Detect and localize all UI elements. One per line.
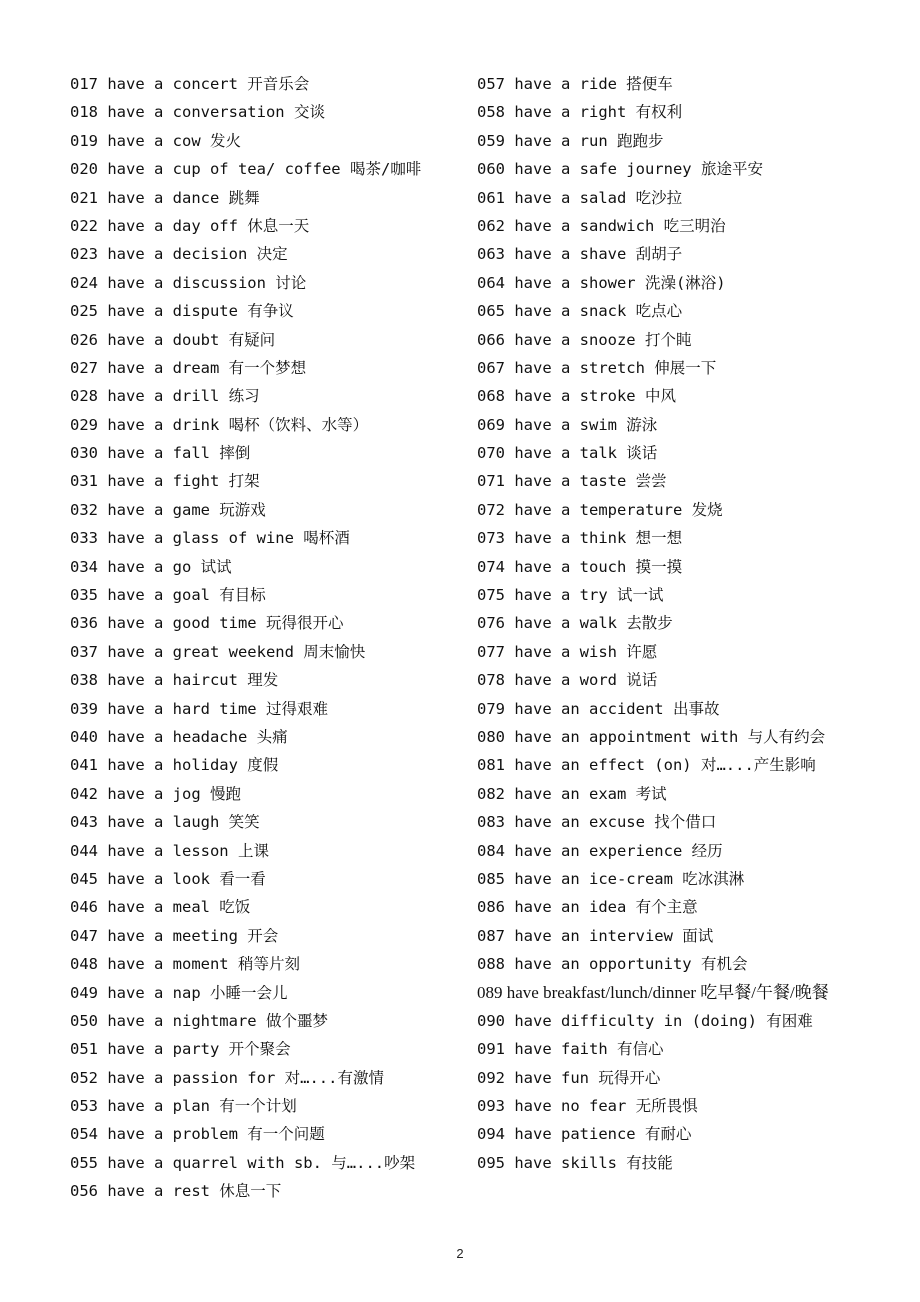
phrase-entry: 086 have an idea 有个主意 xyxy=(477,898,698,917)
phrase-entry: 082 have an exam 考试 xyxy=(477,784,667,803)
phrase-entry: 068 have a stroke 中风 xyxy=(477,387,676,406)
phrase-entry: 031 have a fight 打架 xyxy=(70,472,260,491)
phrase-entry: 076 have a walk 去散步 xyxy=(477,614,673,633)
phrase-entry: 026 have a doubt 有疑问 xyxy=(70,330,276,349)
phrase-entry: 077 have a wish 许愿 xyxy=(477,642,658,661)
phrase-entry: 050 have a nightmare 做个噩梦 xyxy=(70,1011,328,1030)
phrase-entry: 045 have a look 看一看 xyxy=(70,869,266,888)
phrase-entry: 054 have a problem 有一个问题 xyxy=(70,1125,325,1144)
phrase-entry: 039 have a hard time 过得艰难 xyxy=(70,699,328,718)
phrase-entry: 065 have a snack 吃点心 xyxy=(477,302,683,321)
phrase-entry: 028 have a drill 练习 xyxy=(70,387,260,406)
phrase-entry: 048 have a moment 稍等片刻 xyxy=(70,955,300,974)
phrase-entry: 072 have a temperature 发烧 xyxy=(477,500,723,519)
phrase-entry: 088 have an opportunity 有机会 xyxy=(477,955,748,974)
phrase-entry: 070 have a talk 谈话 xyxy=(477,444,658,463)
phrase-entry: 032 have a game 玩游戏 xyxy=(70,500,266,519)
phrase-entry: 037 have a great weekend 周末愉快 xyxy=(70,642,366,661)
phrase-entry: 084 have an experience 经历 xyxy=(477,841,723,860)
phrase-entry: 057 have a ride 搭便车 xyxy=(477,75,673,93)
phrase-entry: 017 have a concert 开音乐会 xyxy=(70,75,310,93)
phrase-entry: 079 have an accident 出事故 xyxy=(477,699,720,718)
phrase-entry: 051 have a party 开个聚会 xyxy=(70,1040,291,1059)
phrase-entry: 027 have a dream 有一个梦想 xyxy=(70,358,307,377)
phrase-entry: 040 have a headache 头痛 xyxy=(70,727,288,746)
phrase-entry: 046 have a meal 吃饭 xyxy=(70,898,251,917)
phrase-entry: 066 have a snooze 打个盹 xyxy=(477,330,692,349)
phrase-entry: 042 have a jog 慢跑 xyxy=(70,784,241,803)
phrase-entry: 071 have a taste 尝尝 xyxy=(477,472,667,491)
phrase-entry: 075 have a try 试一试 xyxy=(477,586,664,605)
phrase-entry: 078 have a word 说话 xyxy=(477,671,658,690)
right-column xyxy=(477,70,869,1177)
phrase-entry: 052 have a passion for 对…...有激情 xyxy=(70,1068,384,1087)
phrase-entry: 093 have no fear 无所畏惧 xyxy=(477,1097,698,1116)
phrase-entry: 034 have a go 试试 xyxy=(70,557,232,576)
phrase-entry: 060 have a safe journey 旅途平安 xyxy=(477,160,763,179)
phrase-entry: 090 have difficulty in (doing) 有困难 xyxy=(477,1011,813,1030)
phrase-entry: 074 have a touch 摸一摸 xyxy=(477,557,683,576)
phrase-entry: 056 have a rest 休息一下 xyxy=(70,1182,282,1201)
phrase-entry: 018 have a conversation 交谈 xyxy=(70,103,325,122)
phrase-entry: 069 have a swim 游泳 xyxy=(477,415,658,434)
phrase-entry: 095 have skills 有技能 xyxy=(477,1153,673,1172)
phrase-entry: 089 have breakfast/lunch/dinner 吃早餐/午餐/晚餐 xyxy=(477,982,829,1002)
phrase-entry: 024 have a discussion 讨论 xyxy=(70,273,307,292)
phrase-entry: 061 have a salad 吃沙拉 xyxy=(477,188,683,207)
phrase-entry: 091 have faith 有信心 xyxy=(477,1040,664,1059)
phrase-entry: 094 have patience 有耐心 xyxy=(477,1125,692,1144)
phrase-entry: 064 have a shower 洗澡(淋浴) xyxy=(477,273,726,292)
phrase-entry: 062 have a sandwich 吃三明治 xyxy=(477,216,726,235)
phrase-entry: 053 have a plan 有一个计划 xyxy=(70,1097,297,1116)
left-column xyxy=(70,70,465,1206)
phrase-entry: 080 have an appointment with 与人有约会 xyxy=(477,727,826,746)
phrase-entry: 063 have a shave 刮胡子 xyxy=(477,245,683,264)
phrase-entry: 036 have a good time 玩得很开心 xyxy=(70,614,344,633)
phrase-entry: 025 have a dispute 有争议 xyxy=(70,302,294,321)
phrase-entry: 085 have an ice-cream 吃冰淇淋 xyxy=(477,869,745,888)
phrase-entry: 047 have a meeting 开会 xyxy=(70,926,279,945)
phrase-entry: 033 have a glass of wine 喝杯酒 xyxy=(70,529,350,548)
phrase-entry: 020 have a cup of tea/ coffee 喝茶/咖啡 xyxy=(70,160,422,179)
phrase-entry: 073 have a think 想一想 xyxy=(477,529,683,548)
phrase-entry: 087 have an interview 面试 xyxy=(477,926,714,945)
phrase-entry: 022 have a day off 休息一天 xyxy=(70,216,310,235)
phrase-entry: 030 have a fall 摔倒 xyxy=(70,444,251,463)
phrase-entry: 059 have a run 跑跑步 xyxy=(477,131,664,150)
phrase-entry: 029 have a drink 喝杯（饮料、水等） xyxy=(70,415,369,434)
phrase-entry: 081 have an effect (on) 对…...产生影响 xyxy=(477,756,816,775)
phrase-entry: 019 have a cow 发火 xyxy=(70,131,241,150)
phrase-entry: 023 have a decision 决定 xyxy=(70,245,288,264)
phrase-entry: 041 have a holiday 度假 xyxy=(70,756,279,775)
phrase-entry: 055 have a quarrel with sb. 与…...吵架 xyxy=(70,1153,416,1172)
phrase-entry: 058 have a right 有权利 xyxy=(477,103,683,122)
phrase-entry: 044 have a lesson 上课 xyxy=(70,841,269,860)
phrase-entry: 043 have a laugh 笑笑 xyxy=(70,813,260,832)
phrase-entry: 067 have a stretch 伸展一下 xyxy=(477,358,717,377)
phrase-entry: 035 have a goal 有目标 xyxy=(70,586,266,605)
phrase-entry: 092 have fun 玩得开心 xyxy=(477,1068,661,1087)
phrase-entry: 038 have a haircut 理发 xyxy=(70,671,279,690)
phrase-entry: 021 have a dance 跳舞 xyxy=(70,188,260,207)
page-number: 2 xyxy=(456,1246,464,1261)
phrase-entry: 049 have a nap 小睡一会儿 xyxy=(70,983,288,1002)
phrase-entry: 083 have an excuse 找个借口 xyxy=(477,813,717,832)
